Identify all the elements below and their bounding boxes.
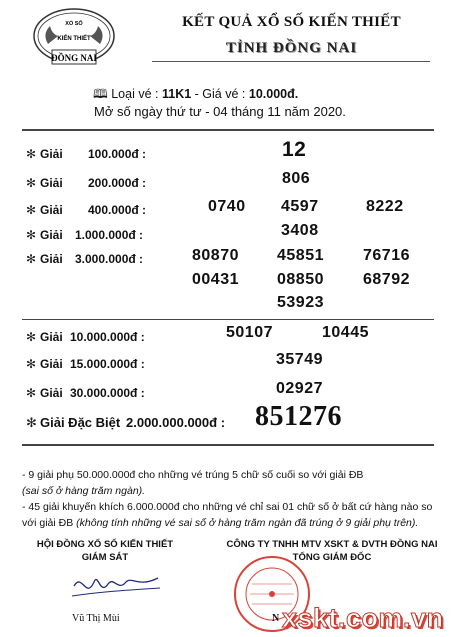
winning-number: 80870 <box>192 247 239 264</box>
prize-amount: 30.000.000đ : <box>70 386 145 400</box>
divider-middle <box>22 319 434 320</box>
winning-number: 02927 <box>276 380 323 397</box>
left-org: HỘI ĐỒNG XỔ SỐ KIẾN THIẾT <box>36 539 174 550</box>
prize-amount: 200.000đ : <box>88 176 147 190</box>
winning-number: 76716 <box>363 247 410 264</box>
book-icon: 🕮 <box>93 87 108 101</box>
snowflake-icon: ✻ <box>26 147 37 161</box>
right-org: CÔNG TY TNHH MTV XSKT & DVTH ĐỒNG NAI <box>226 539 438 550</box>
winning-number: 50107 <box>226 324 273 341</box>
left-signatory-name: Vũ Thị Mùi <box>72 613 120 624</box>
prize-amount: 10.000.000đ : <box>70 330 145 344</box>
prize-label: ✻ Giải <box>26 357 63 371</box>
note-consolation-prizes: - 45 giải khuyến khích 6.000.000đ cho những vé chỉ sai 01 chữ số ở bất cứ hàng nào so với giải ĐB <box>22 501 433 529</box>
ticket-type-label: Loại vé : <box>111 87 159 101</box>
winning-number: 10445 <box>322 324 369 341</box>
winning-number: 0740 <box>208 198 246 215</box>
site-watermark: xskt.com.vn <box>282 603 444 633</box>
snowflake-icon: ✻ <box>26 252 37 266</box>
document-title: KẾT QUẢ XỔ SỐ KIẾN THIẾT <box>182 14 401 30</box>
prize-amount: 400.000đ : <box>88 203 147 217</box>
prize-label: ✻ Giải <box>26 203 63 217</box>
ticket-price: 10.000đ. <box>248 87 299 101</box>
special-winning-number: 851276 <box>255 401 342 432</box>
divider-bottom <box>22 444 434 446</box>
right-signatory-name: N <box>272 613 280 624</box>
note-sub-prizes: - 9 giải phụ 50.000.000đ cho những vé trúng 5 chữ số cuối so với giải ĐB <box>22 469 364 481</box>
logo-mid-text: KIẾN THIẾT <box>57 36 91 42</box>
winning-number: 3408 <box>281 222 319 239</box>
divider-top <box>22 129 434 131</box>
prize-label: ✻ Giải <box>26 386 63 400</box>
winning-number: 00431 <box>192 271 239 288</box>
snowflake-icon: ✻ <box>26 415 37 430</box>
right-role: TỔNG GIÁM ĐỐC <box>292 552 372 563</box>
special-prize-label: ✻ Giải Đặc Biệt <box>26 415 121 430</box>
winning-number: 53923 <box>277 294 324 311</box>
winning-number: 68792 <box>363 271 410 288</box>
ticket-type: 11K1 <box>161 87 192 101</box>
winning-number: 806 <box>282 170 311 187</box>
snowflake-icon: ✻ <box>26 386 37 400</box>
logo-top-text: XỔ SỐ <box>65 21 83 27</box>
prize-label: ✻ Giải <box>26 228 63 242</box>
special-prize-amount: 2.000.000.000đ : <box>126 415 226 430</box>
left-signatory-block <box>30 538 180 564</box>
winning-number: 12 <box>282 138 307 161</box>
winning-number: 8222 <box>366 198 404 215</box>
snowflake-icon: ✻ <box>26 357 37 371</box>
draw-date: Mở số ngày thứ tư - 04 tháng 11 năm 2020. <box>94 104 346 119</box>
notes <box>22 467 442 531</box>
logo-bottom-text: ĐỒNG NAI <box>51 53 97 63</box>
snowflake-icon: ✻ <box>26 330 37 344</box>
left-role: GIÁM SÁT <box>81 552 129 563</box>
prize-label: ✻ Giải <box>26 176 63 190</box>
prize-label: ✻ Giải <box>26 330 63 344</box>
snowflake-icon: ✻ <box>26 228 37 242</box>
winning-number: 45851 <box>277 247 324 264</box>
dong-nai-lottery-logo <box>28 6 120 70</box>
prize-amount: 3.000.000đ : <box>75 252 144 266</box>
prize-label: ✻ Giải <box>26 147 63 161</box>
title-underline <box>152 61 430 62</box>
snowflake-icon: ✻ <box>26 203 37 217</box>
winning-number: 35749 <box>276 351 323 368</box>
prize-label: ✻ Giải <box>26 252 63 266</box>
note-consolation-detail: (không tính những vé sai số ở hàng trăm ngàn đã trúng ở 9 giải phụ trên). <box>76 517 419 529</box>
handwritten-signature <box>68 562 164 608</box>
price-label: - Giá vé : <box>194 87 246 101</box>
prize-amount: 100.000đ : <box>88 147 147 161</box>
ticket-info <box>93 85 298 106</box>
note-sub-prizes-detail: (sai số ở hàng trăm ngàn). <box>22 485 146 497</box>
winning-number: 08850 <box>277 271 324 288</box>
province-title: TỈNH ĐỒNG NAI <box>225 40 358 56</box>
prize-amount: 1.000.000đ : <box>75 228 144 242</box>
prize-amount: 15.000.000đ : <box>70 357 145 371</box>
winning-number: 4597 <box>281 198 319 215</box>
snowflake-icon: ✻ <box>26 176 37 190</box>
